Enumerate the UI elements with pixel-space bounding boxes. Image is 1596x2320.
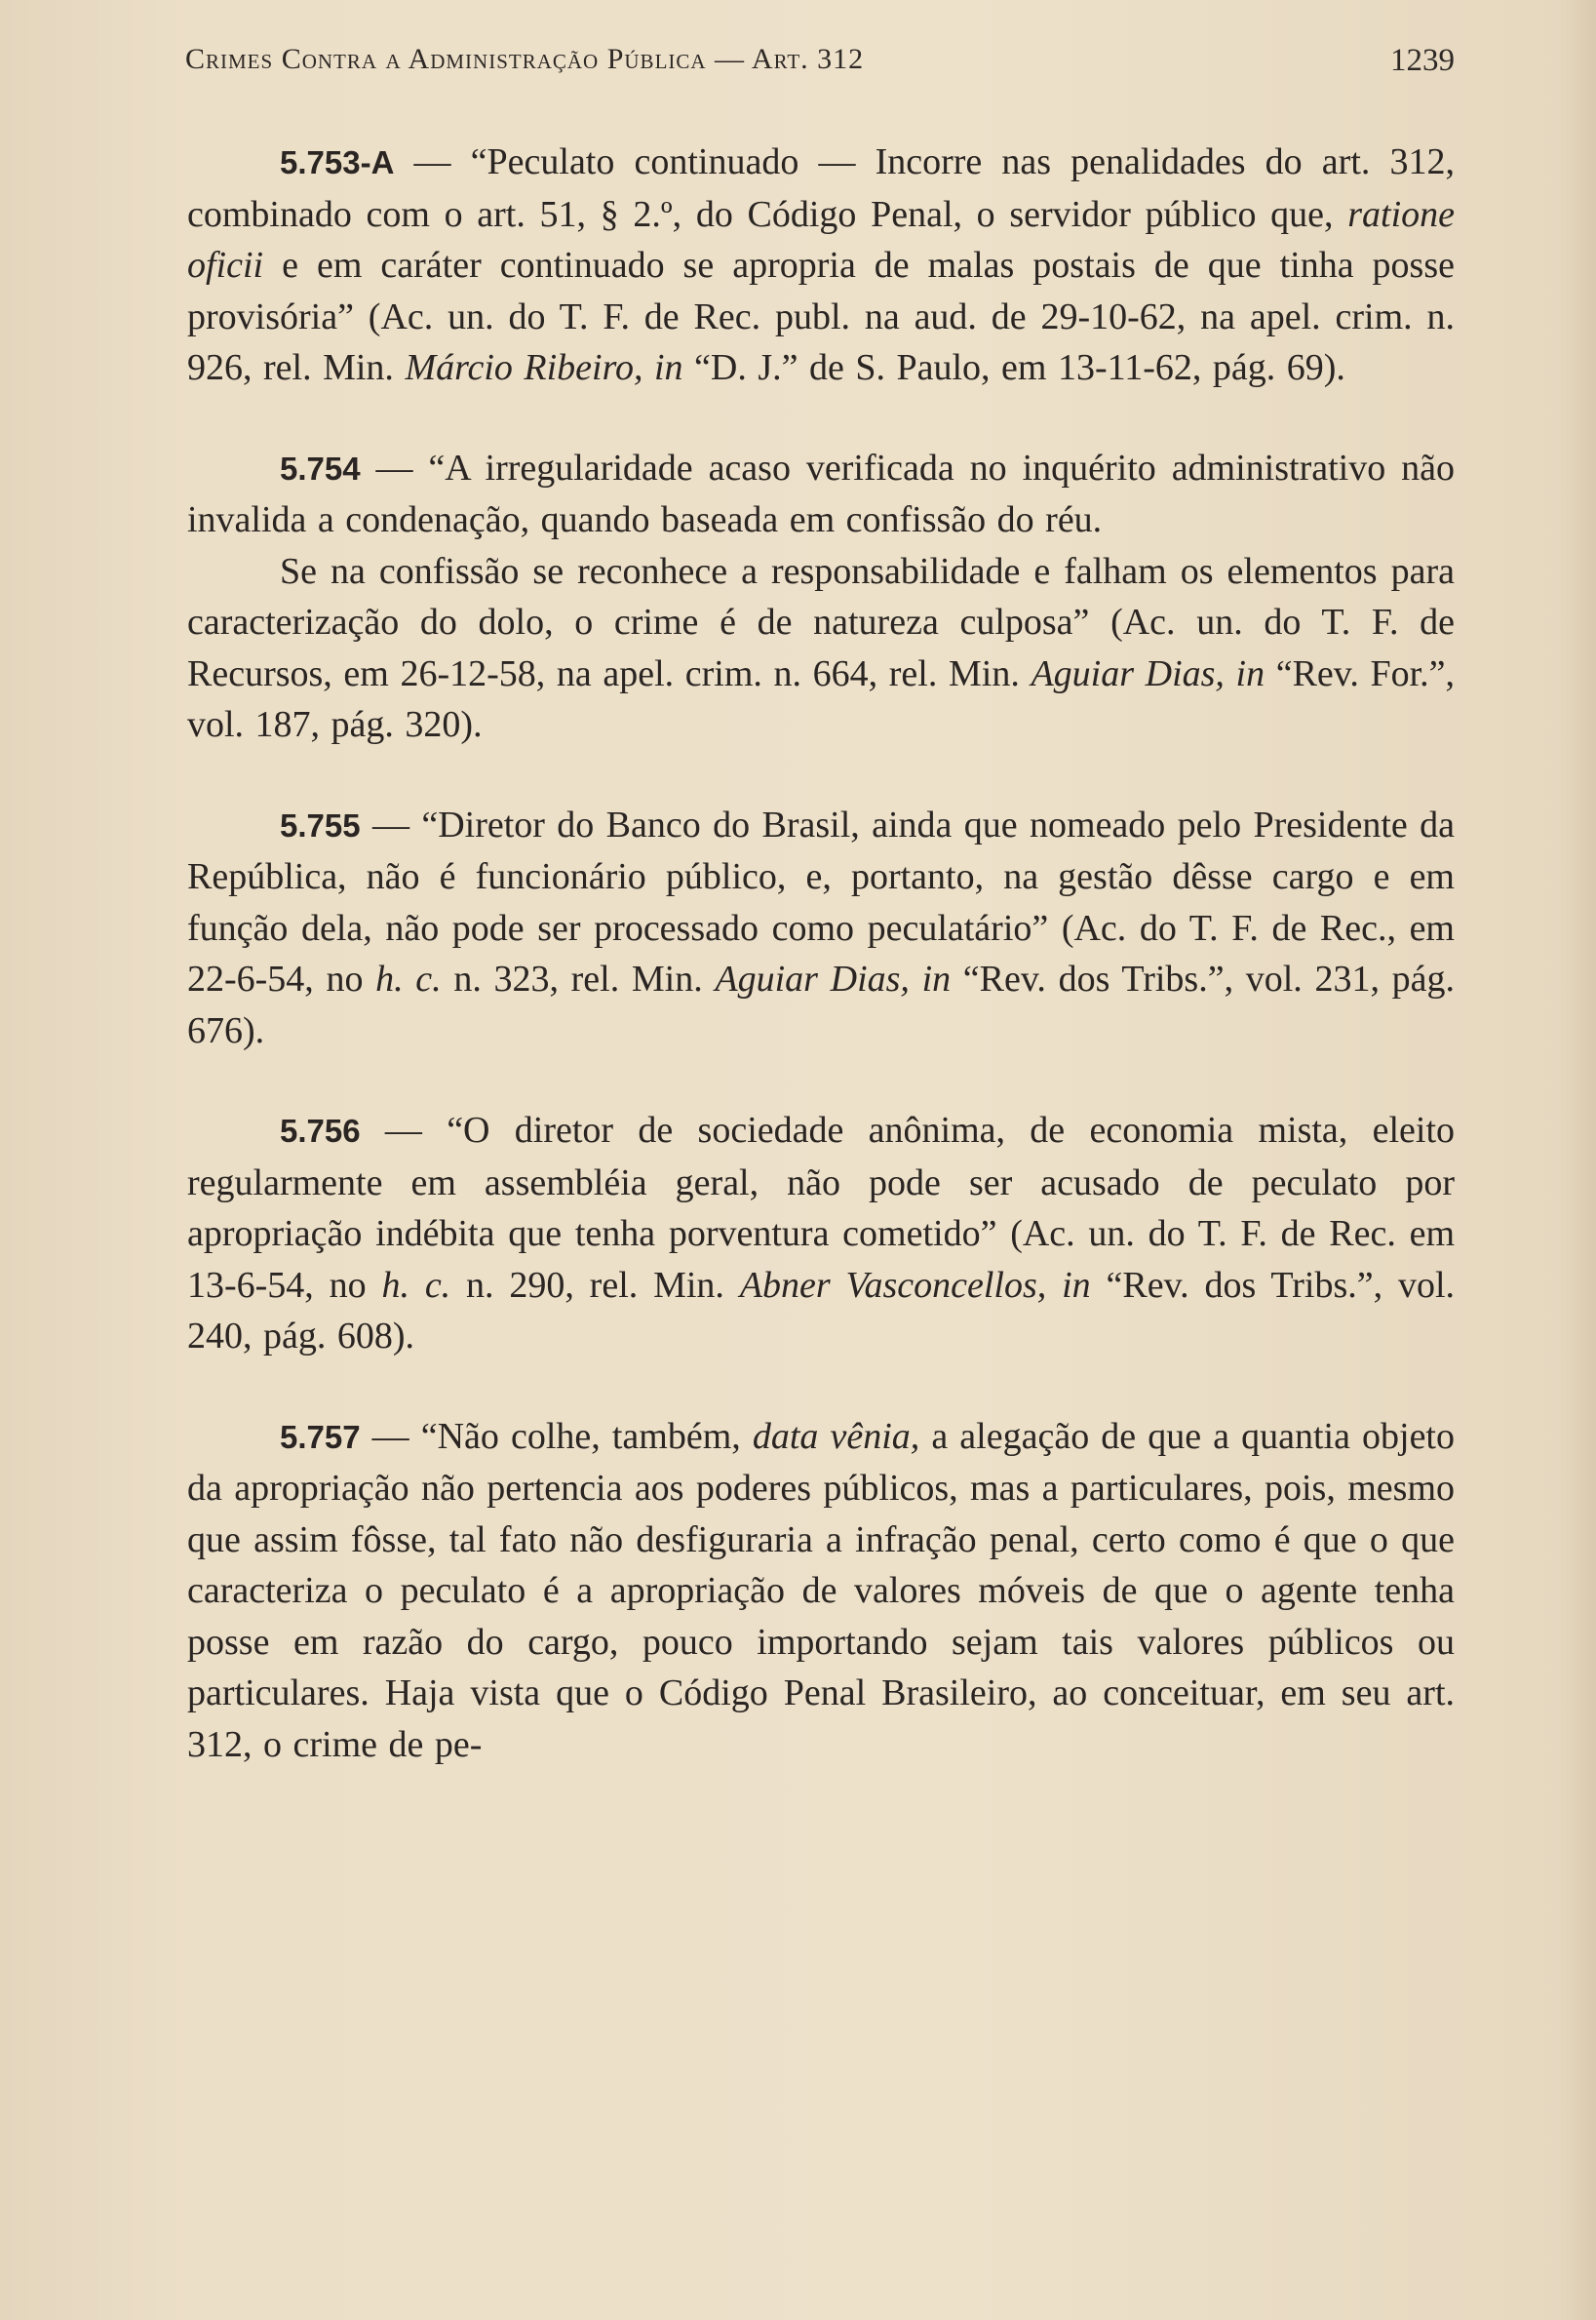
entry-number: 5.753-A <box>280 144 395 180</box>
entry-text: — “O diretor de sociedade anônima, de economia mista, eleito regularmente em assembléia geral, não pode ser acusado de peculato por apropriação indébita que tenha porventura cometido” (Ac. un. do T. F. de Rec. em 13-6-54, no h. c. n. 290, rel. Min. Abner Vasconcellos, in “Rev. dos Tribs.”, vol. 240, pág. 608). <box>187 1110 1456 1357</box>
entry-number: 5.755 <box>280 806 361 844</box>
entry-5755 <box>187 800 1455 1057</box>
entry-5757 <box>187 1411 1455 1771</box>
entry-text: — “Não colhe, também, data vênia, a alegação de que a quantia objeto da apropriação não pertencia aos poderes públicos, mas a particulares, pois, mesmo que assim fôsse, tal fato não desfiguraria a infração penal, certo como é que o que caracteriza o peculato é a apropriação de valores móveis de que o agente tenha posse em razão do cargo, pouco importando sejam tais valores públicos ou particulares. Haja vista que o Código Penal Brasileiro, ao conceituar, em seu art. 312, o crime de pe- <box>187 1415 1455 1765</box>
entry-5754 <box>187 443 1455 546</box>
entry-5754-continuation: Se na confissão se reconhece a responsabilidade e falham os elementos para caracterização do dolo, o crime é de natureza culposa” (Ac. un. do T. F. de Recursos, em 26-12-58, na apel. crim. n. 664, rel. Min. Aguiar Dias, in “Rev. For.”, vol. 187, pág. 320). <box>187 550 1455 745</box>
entry-text: — “Peculato continuado — Incorre nas penalidades do art. 312, combinado com o art. 51, § 2.º, do Código Penal, o servidor público que, ratione oficii e em caráter continuado se apropria de malas postais de que tinha posse provisória” (Ac. un. do T. F. de Rec. publ. na aud. de 29-10-62, na apel. crim. n. 926, rel. Min. Márcio Ribeiro, in “D. J.” de S. Paulo, em 13-11-62, pág. 69). <box>187 141 1455 388</box>
entry-5756 <box>187 1105 1455 1362</box>
entry-text: — “Diretor do Banco do Brasil, ainda que nomeado pelo Presidente da República, não é funcionário público, e, portanto, na gestão dêsse cargo e em função dela, não pode ser processado como peculatário” (Ac. do T. F. de Rec., em 22-6-54, no h. c. n. 323, rel. Min. Aguiar Dias, in “Rev. dos Tribs.”, vol. 231, pág. 676). <box>187 804 1455 1051</box>
page-header <box>185 43 1455 92</box>
page-edge-shadow <box>1557 0 1596 2320</box>
entry-number: 5.757 <box>280 1418 361 1455</box>
entry-number: 5.754 <box>280 450 361 487</box>
page-body <box>187 137 1455 1770</box>
running-head: Crimes Contra a Administração Pública — Art. 312 <box>185 43 865 75</box>
entry-5753a <box>187 137 1455 394</box>
entry-text: — “A irregularidade acaso verificada no inquérito administrativo não invalida a condenação, quando baseada em confissão do réu. <box>187 447 1455 540</box>
entry-number: 5.756 <box>280 1113 361 1149</box>
page-number: 1239 <box>1390 43 1455 78</box>
